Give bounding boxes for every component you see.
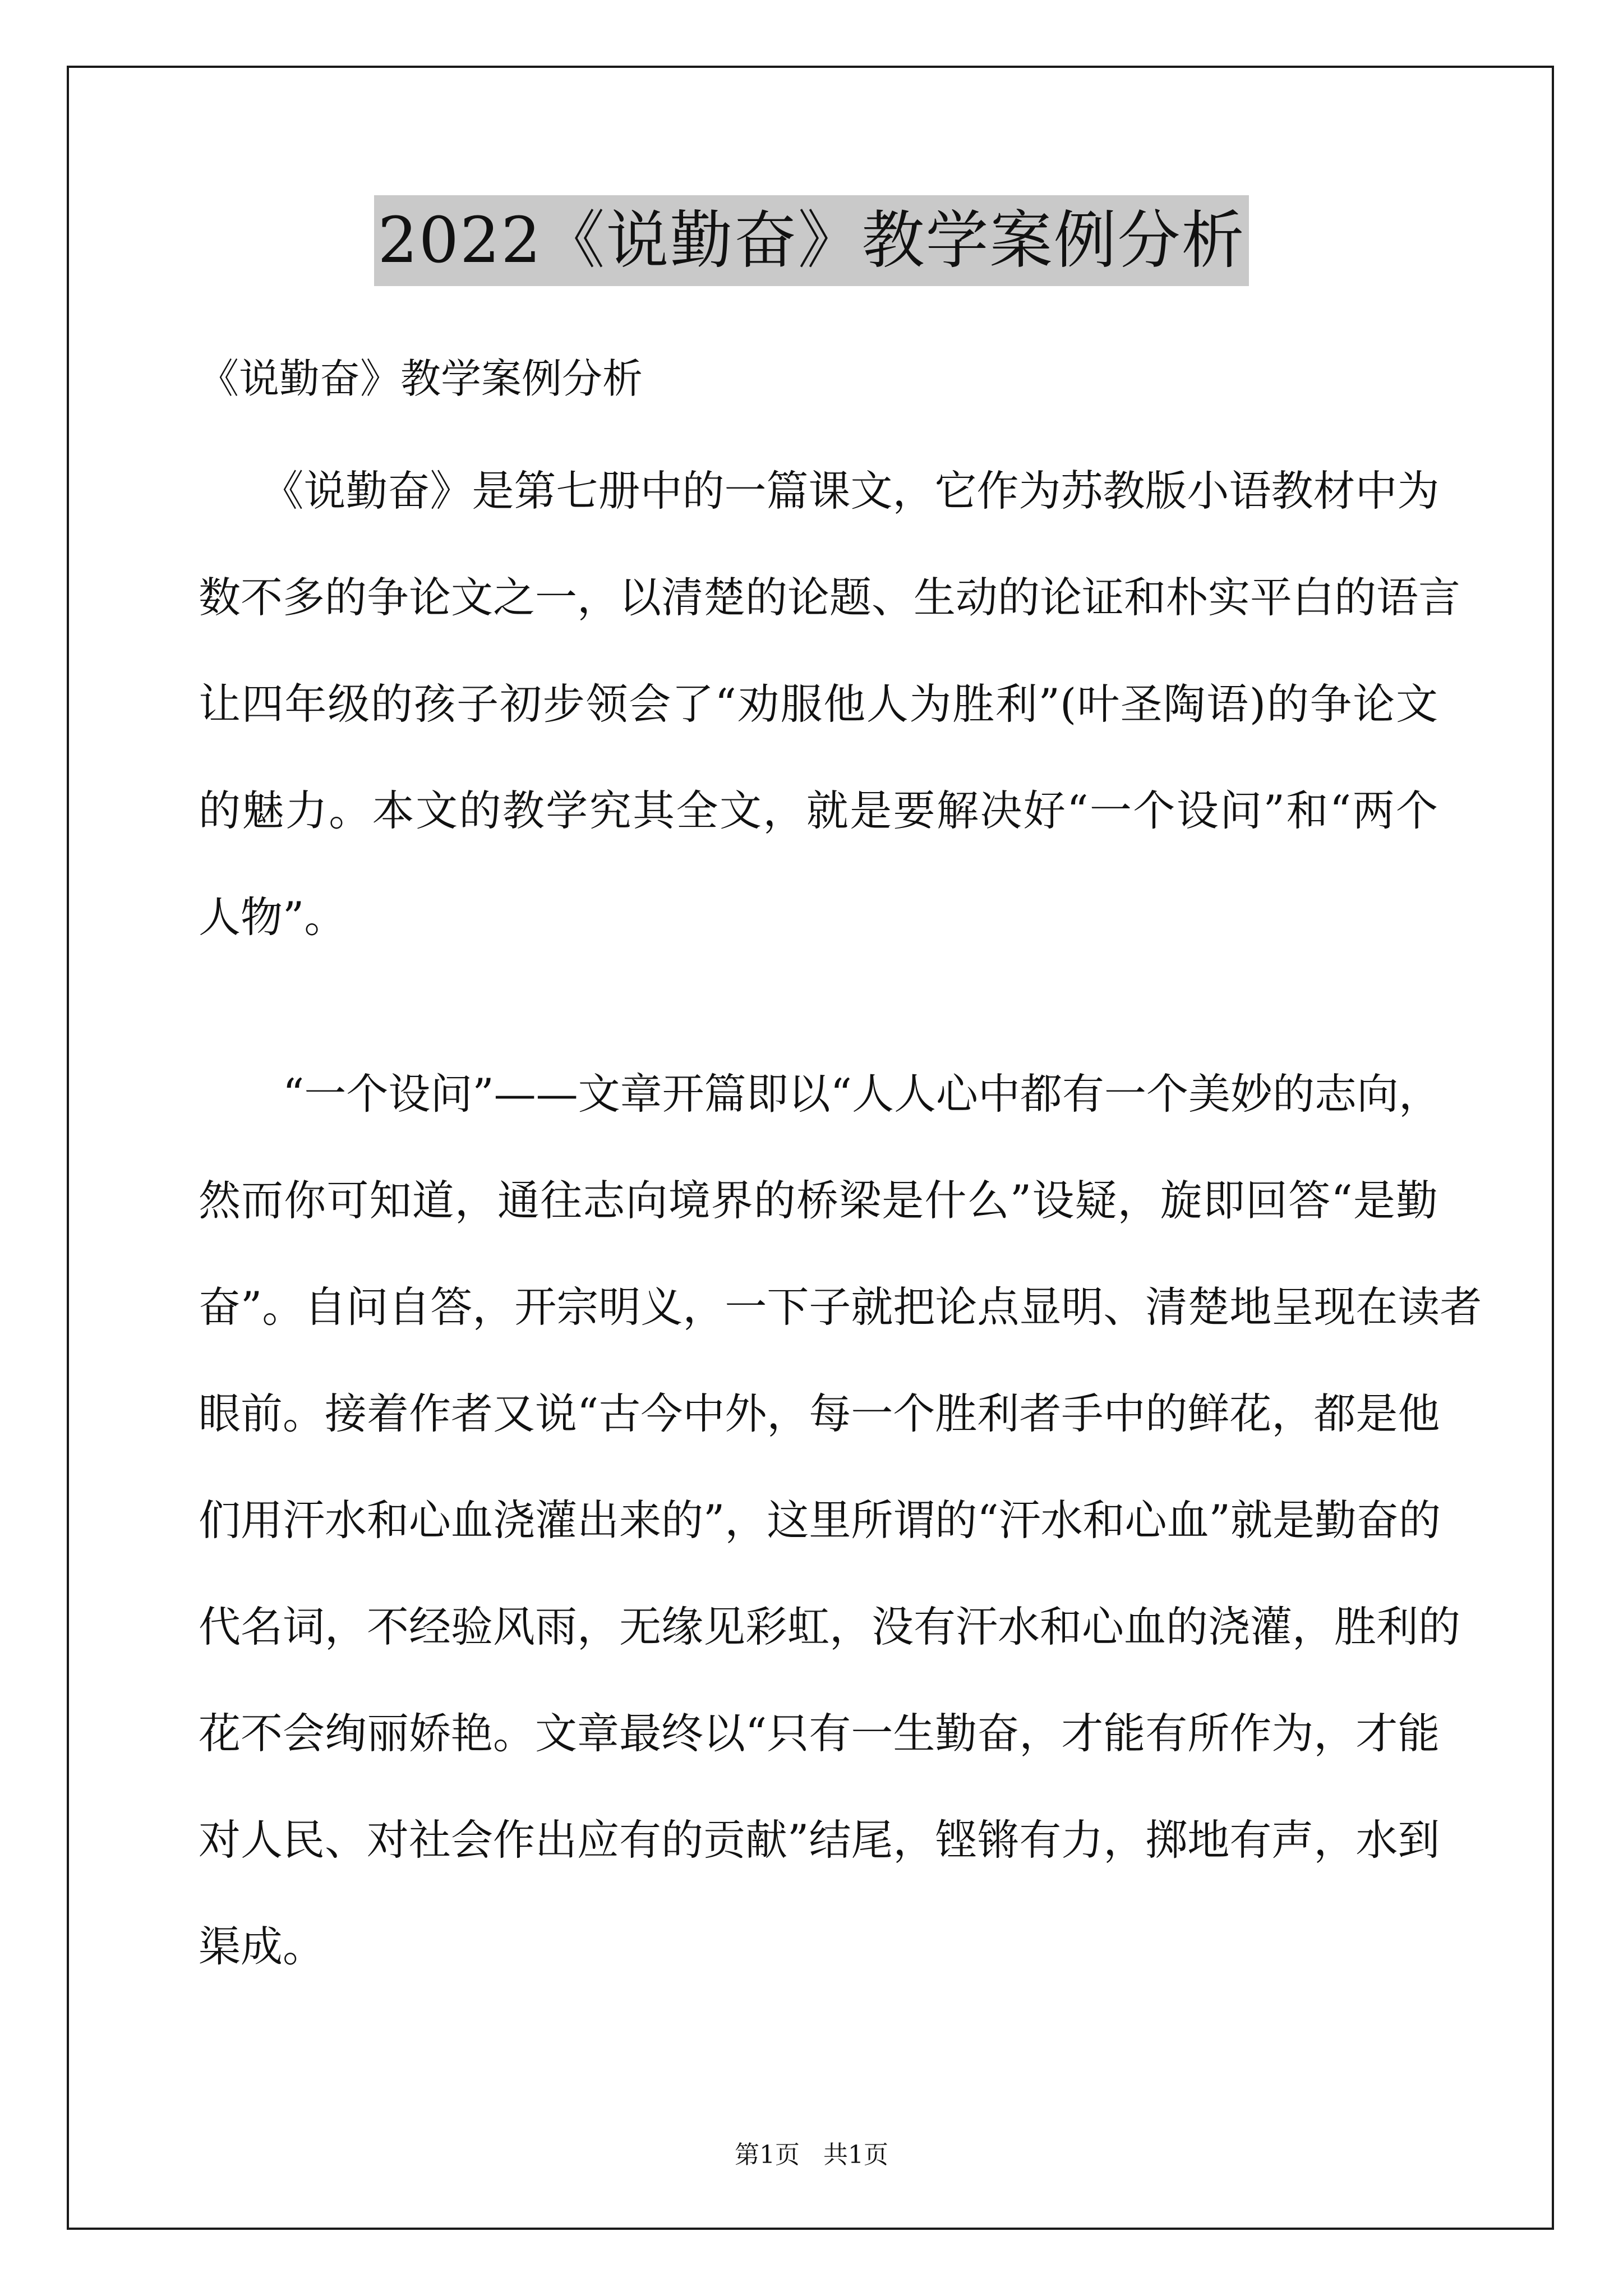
paragraph-line: 人物”。 xyxy=(199,892,347,942)
paragraph-line: 数不多的争论文之一，以清楚的论题、生动的论证和朴实平白的语言 xyxy=(199,573,1461,622)
paragraph-line: 代名词，不经验风雨，无缘见彩虹，没有汗水和心血的浇灌，胜利的 xyxy=(199,1602,1461,1651)
document-subtitle: 《说勤奋》教学案例分析 xyxy=(199,355,643,402)
paragraph xyxy=(199,1041,1482,2000)
paragraph-line: 对人民、对社会作出应有的贡献”结尾，铿锵有力，掷地有声，水到 xyxy=(199,1815,1440,1865)
page-number-total: 共1页 xyxy=(823,2141,888,2169)
paragraph-line: “一个设问”——文章开篇即以“人人心中都有一个美妙的志向， xyxy=(199,1069,1441,1119)
paragraph-line: 渠成。 xyxy=(199,1922,325,1971)
page-footer xyxy=(0,2134,1623,2170)
paragraph-line: 《说勤奋》是第七册中的一篇课文，它作为苏教版小语教材中为 xyxy=(199,466,1440,516)
title-container xyxy=(0,195,1623,286)
paragraph-line: 眼前。接着作者又说“古今中外，每一个胜利者手中的鲜花，都是他 xyxy=(199,1389,1440,1438)
paragraph-line: 让四年级的孩子初步领会了“劝服他人为胜利”(叶圣陶语)的争论文 xyxy=(199,679,1438,729)
page-number-current: 第1页 xyxy=(735,2141,800,2169)
paragraph-line: 奋”。自问自答，开宗明义，一下子就把论点显明、清楚地呈现在读者 xyxy=(199,1282,1482,1332)
paragraph-line: 然而你可知道，通往志向境界的桥梁是什么”设疑，旋即回答“是勤 xyxy=(199,1176,1438,1225)
paragraph-line: 的魅力。本文的教学究其全文，就是要解决好“一个设问”和“两个 xyxy=(199,786,1438,835)
paragraph xyxy=(199,438,1461,970)
paragraph-line: 花不会绚丽娇艳。文章最终以“只有一生勤奋，才能有所作为，才能 xyxy=(199,1709,1440,1758)
paragraph-line: 们用汗水和心血浇灌出来的”，这里所谓的“汗水和心血”就是勤奋的 xyxy=(199,1496,1441,1545)
document-title: 2022《说勤奋》教学案例分析 xyxy=(374,195,1248,286)
